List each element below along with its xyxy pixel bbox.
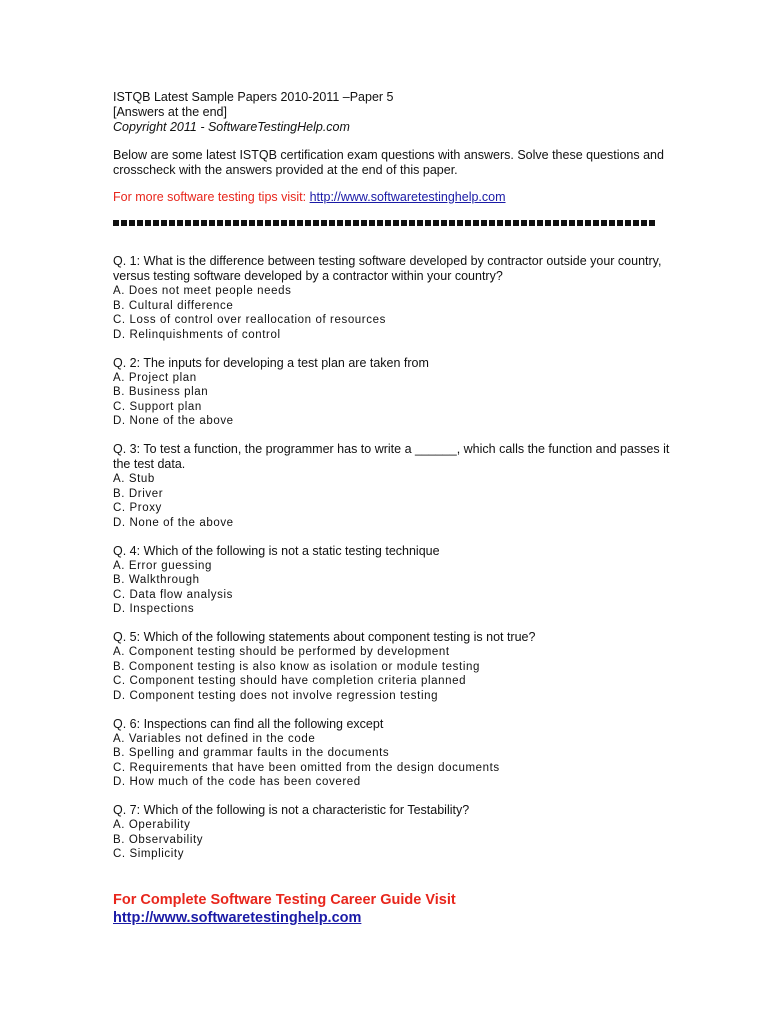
paper-subtitle: [Answers at the end] bbox=[113, 105, 227, 119]
answer-option: A. Error guessing bbox=[113, 559, 213, 572]
answer-option: A. Operability bbox=[113, 819, 191, 831]
answer-option: C. Proxy bbox=[113, 502, 162, 514]
answer-option: D. Inspections bbox=[113, 603, 195, 615]
answer-option: B. Driver bbox=[113, 487, 164, 500]
answer-option: C. Requirements that have been omitted from the design documents bbox=[113, 761, 500, 774]
answer-option: A. Project plan bbox=[113, 371, 197, 384]
copyright-notice: Copyright 2011 - SoftwareTestingHelp.com bbox=[113, 120, 350, 134]
question-text: Q. 1: What is the difference between testing software developed by contractor outside your country, versus testing software developed by a contractor within your country? bbox=[113, 254, 662, 283]
question-4 bbox=[113, 544, 673, 617]
question-text: Q. 7: Which of the following is not a characteristic for Testability? bbox=[113, 803, 470, 817]
question-5 bbox=[113, 630, 673, 703]
answer-option: B. Business plan bbox=[113, 386, 209, 398]
answer-option: D. How much of the code has been covered bbox=[113, 776, 361, 788]
question-7 bbox=[113, 803, 673, 862]
intro-paragraph: Below are some latest ISTQB certification exam questions with answers. Solve these questions and crosscheck with the answers provided at the end of this paper. bbox=[113, 148, 664, 177]
footer-promo bbox=[113, 891, 456, 927]
footer-heading: For Complete Software Testing Career Guide Visit bbox=[113, 892, 456, 908]
tips-label: For more software testing tips visit: bbox=[113, 190, 310, 204]
answer-option: B. Cultural difference bbox=[113, 299, 234, 312]
footer-link[interactable]: http://www.softwaretestinghelp.com bbox=[113, 910, 362, 926]
tips-line bbox=[113, 190, 506, 205]
question-text: Q. 5: Which of the following statements about component testing is not true? bbox=[113, 630, 536, 644]
question-text: Q. 2: The inputs for developing a test plan are taken from bbox=[113, 355, 429, 370]
tips-link[interactable]: http://www.softwaretestinghelp.com bbox=[309, 190, 506, 204]
answer-option: D. Relinquishments of control bbox=[113, 328, 281, 341]
question-2 bbox=[113, 356, 673, 429]
answer-option: C. Loss of control over reallocation of resources bbox=[113, 314, 386, 326]
answer-option: C. Data flow analysis bbox=[113, 588, 233, 601]
answer-option: B. Observability bbox=[113, 833, 204, 846]
question-text: Q. 6: Inspections can find all the following except bbox=[113, 716, 384, 731]
answer-option: A. Does not meet people needs bbox=[113, 285, 292, 297]
question-1 bbox=[113, 254, 673, 342]
dotted-divider bbox=[113, 220, 657, 226]
answer-option: C. Simplicity bbox=[113, 848, 185, 860]
answer-option: A. Variables not defined in the code bbox=[113, 732, 316, 745]
answer-option: A. Stub bbox=[113, 473, 155, 485]
answer-option: C. Support plan bbox=[113, 400, 202, 413]
answer-option: D. None of the above bbox=[113, 415, 234, 427]
answer-option: C. Component testing should have completion criteria planned bbox=[113, 675, 467, 687]
paper-title: ISTQB Latest Sample Papers 2010-2011 –Paper 5 bbox=[113, 90, 394, 104]
document-header bbox=[113, 90, 673, 135]
question-list bbox=[113, 254, 673, 875]
answer-option: B. Spelling and grammar faults in the documents bbox=[113, 747, 390, 759]
question-text: Q. 3: To test a function, the programmer has to write a ______, which calls the function and passes it the test data. bbox=[113, 442, 670, 471]
answer-option: B. Walkthrough bbox=[113, 574, 200, 586]
answer-option: D. None of the above bbox=[113, 516, 234, 529]
answer-option: D. Component testing does not involve regression testing bbox=[113, 689, 439, 702]
answer-option: B. Component testing is also know as isolation or module testing bbox=[113, 660, 480, 673]
question-3 bbox=[113, 442, 673, 530]
question-6 bbox=[113, 717, 673, 790]
question-text: Q. 4: Which of the following is not a static testing technique bbox=[113, 543, 440, 558]
answer-option: A. Component testing should be performed by development bbox=[113, 646, 450, 658]
